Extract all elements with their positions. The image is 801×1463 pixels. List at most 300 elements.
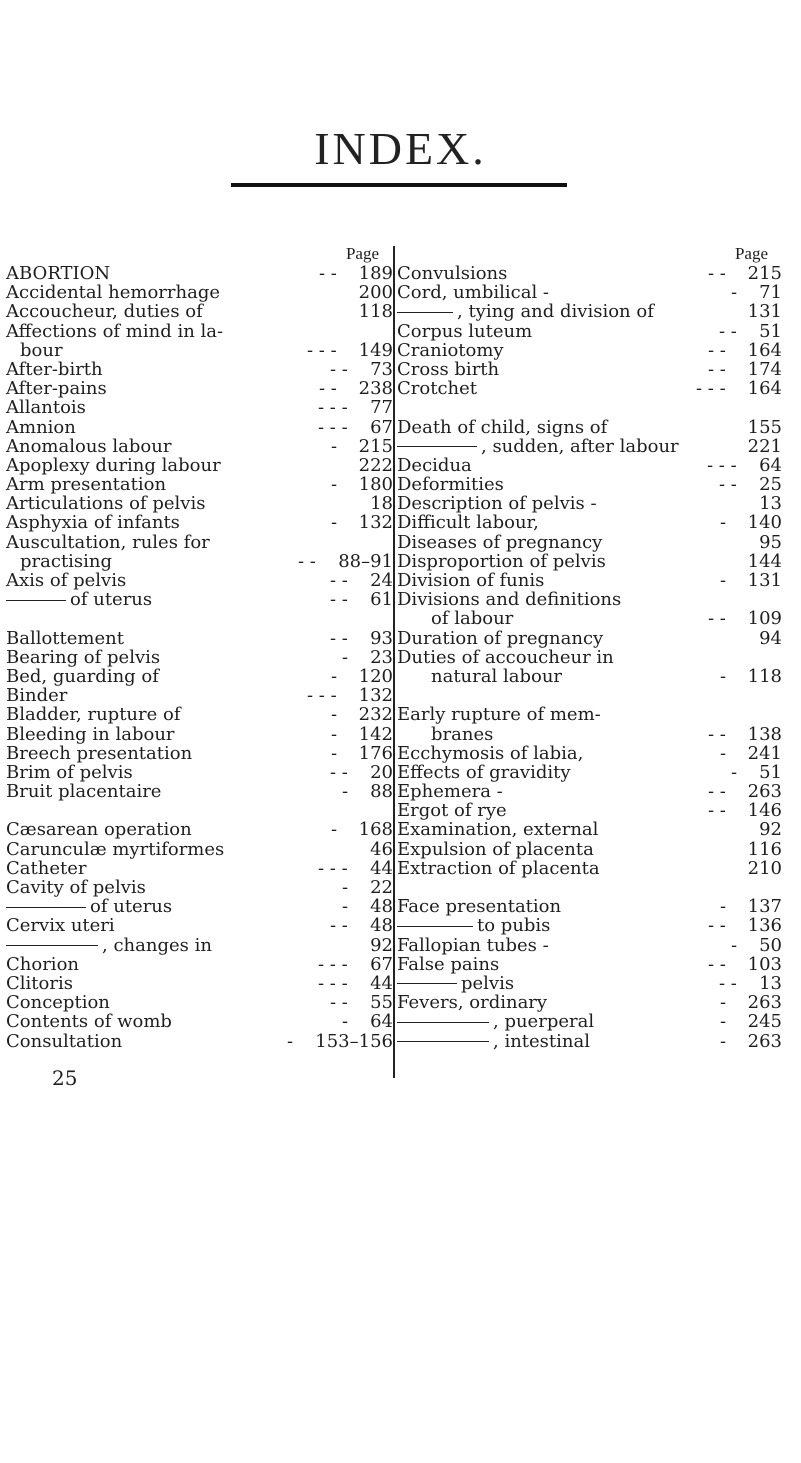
title-rule (231, 183, 567, 187)
entry-text: Ephemera - (397, 781, 503, 803)
entry-text: Description of pelvis - (397, 493, 597, 515)
entry-label (6, 667, 159, 686)
entry-text: Bladder, rupture of (6, 704, 181, 726)
entry-text: Cervix uteri (6, 915, 115, 937)
index-entry (6, 916, 393, 935)
entry-text: of uterus (70, 589, 153, 611)
entry-page: 23 (370, 646, 393, 668)
index-entry (6, 840, 393, 859)
leader-dashes: - (331, 435, 338, 457)
entry-text: , sudden, after labour (481, 435, 679, 457)
entry-label (6, 993, 110, 1012)
entry-label (397, 936, 549, 955)
entry-page: 245 (747, 1011, 782, 1033)
index-entry (397, 763, 782, 782)
entry-page: 20 (370, 761, 393, 783)
entry-text: Cross birth (397, 358, 500, 380)
ditto-dash (397, 312, 453, 313)
entry-page: 221 (747, 435, 782, 457)
entry-text: Craniotomy (397, 339, 504, 361)
entry-page: 131 (747, 301, 782, 323)
entry-text: Brim of pelvis (6, 761, 133, 783)
entry-text: After-birth (6, 358, 103, 380)
leader-dashes: - - (708, 953, 726, 975)
entry-page: 25 (759, 474, 782, 496)
entry-page: 142 (358, 723, 393, 745)
index-entry (6, 513, 393, 532)
entry-page: 120 (358, 665, 393, 687)
index-column-right (397, 244, 782, 1051)
leader-dashes: - (331, 512, 338, 534)
entry-label (397, 341, 504, 360)
leader-dashes: - - (330, 915, 348, 937)
entry-page: 215 (358, 435, 393, 457)
index-entry (397, 859, 782, 878)
index-entry (6, 341, 393, 360)
index-entry (397, 341, 782, 360)
index-entry (6, 686, 393, 705)
entry-label (397, 552, 606, 571)
index-entry (397, 494, 782, 513)
entry-text: branes (431, 723, 494, 745)
index-entry (397, 840, 782, 859)
entry-page: 51 (759, 320, 782, 342)
index-entries-left (6, 264, 393, 1051)
entry-text: Bleeding in labour (6, 723, 175, 745)
leader-dashes: - (342, 896, 349, 918)
leader-dashes: - - (319, 263, 337, 284)
leader-dashes: - - (330, 627, 348, 649)
entry-label (431, 667, 562, 686)
entry-text: , tying and division of (457, 301, 654, 323)
entry-text: Breech presentation (6, 742, 193, 764)
entry-label (6, 264, 110, 283)
entry-text: Bruit placentaire (6, 781, 162, 803)
entry-label (397, 993, 547, 1012)
entry-text: Auscultation, rules for (6, 531, 210, 553)
entry-label (6, 571, 126, 590)
index-entry (397, 974, 782, 993)
index-entry (397, 322, 782, 341)
leader-dashes: - (720, 1030, 727, 1052)
index-entry (397, 609, 782, 628)
index-entry (6, 820, 393, 839)
entry-text: Fevers, ordinary (397, 992, 548, 1014)
index-entries-right (397, 264, 782, 1051)
entry-label (397, 475, 504, 494)
entry-text: to pubis (477, 915, 551, 937)
entry-page: 131 (747, 570, 782, 591)
index-entry (6, 264, 393, 283)
leader-dashes: - - (708, 781, 726, 803)
entry-page: 64 (370, 1011, 393, 1033)
entry-label (397, 322, 532, 341)
entry-text: Arm presentation (6, 474, 167, 496)
entry-label (397, 533, 602, 552)
entry-page: 241 (747, 742, 782, 764)
entry-page: 44 (370, 857, 393, 879)
entry-label (397, 379, 477, 398)
entry-page: 210 (747, 857, 782, 879)
index-entry (397, 513, 782, 532)
index-entry (6, 1012, 393, 1031)
entry-text: Cord, umbilical - (397, 282, 550, 304)
leader-dashes: - - (319, 378, 337, 400)
index-entry (397, 360, 782, 379)
entry-page: 164 (747, 378, 782, 400)
entry-page: 136 (747, 915, 782, 937)
entry-page: 263 (747, 781, 782, 803)
entry-page: 238 (358, 378, 393, 400)
leader-dashes: - - - (318, 397, 348, 419)
leader-dashes: - (331, 723, 338, 745)
entry-label (6, 974, 73, 993)
entry-label (397, 801, 507, 820)
entry-label (397, 283, 549, 302)
index-entry (397, 897, 782, 916)
ditto-dash (397, 446, 477, 447)
entry-label (397, 590, 621, 609)
index-entry (6, 494, 393, 513)
entry-text: Articulations of pelvis (6, 493, 206, 515)
leader-dashes: - (731, 282, 738, 304)
index-entry (397, 571, 782, 590)
entry-page: 109 (747, 608, 782, 630)
entry-page: 155 (747, 416, 782, 438)
index-entry (397, 264, 782, 283)
leader-dashes: - - (708, 339, 726, 361)
entry-text: Cavity of pelvis (6, 877, 146, 898)
leader-dashes: - (342, 646, 349, 668)
entry-label (6, 725, 175, 744)
entry-text: Apoplexy during labour (6, 454, 221, 476)
index-entry (6, 648, 393, 667)
entry-text: Asphyxia of infants (6, 512, 180, 534)
index-entry (6, 456, 393, 475)
index-entry (397, 725, 782, 744)
entry-page: 92 (370, 934, 393, 956)
entry-text: Axis of pelvis (6, 570, 127, 591)
leader-dashes: - - (708, 800, 726, 822)
leader-dashes: - (331, 474, 338, 496)
index-entry (397, 782, 782, 801)
entry-label (6, 936, 212, 955)
leader-dashes: - (331, 704, 338, 726)
entry-label (397, 840, 594, 859)
entry-text: Extraction of placenta (397, 857, 600, 879)
entry-page: 13 (759, 493, 782, 515)
leader-dashes: - - - (318, 416, 348, 438)
index-entry (6, 302, 393, 321)
entry-text: Convulsions (397, 263, 508, 284)
entry-page: 180 (358, 474, 393, 496)
entry-page: 18 (370, 493, 393, 515)
index-entry (397, 955, 782, 974)
leader-dashes: - (731, 934, 738, 956)
index-entry (6, 533, 393, 552)
index-entry (6, 744, 393, 763)
leader-dashes: - (342, 781, 349, 803)
index-entry (6, 571, 393, 590)
entry-page: 67 (370, 953, 393, 975)
entry-page: 50 (759, 934, 782, 956)
leader-dashes: - - (330, 570, 348, 591)
entry-page: 88–91 (338, 550, 393, 572)
entry-label (397, 897, 561, 916)
ditto-dash (397, 983, 457, 984)
entry-label (6, 763, 133, 782)
leader-dashes: - - - (318, 953, 348, 975)
entry-text: Examination, external (397, 819, 599, 841)
leader-dashes: - - (719, 474, 737, 496)
entry-page: 73 (370, 358, 393, 380)
leader-dashes: - - (330, 589, 348, 611)
entry-label (397, 859, 600, 878)
entry-text: Difficult labour, (397, 512, 539, 534)
index-entry (6, 993, 393, 1012)
index-entry (397, 705, 782, 724)
column-divider (393, 246, 395, 1078)
entry-page: 215 (747, 263, 782, 284)
entry-page: 94 (759, 627, 782, 649)
ditto-dash (397, 1041, 489, 1042)
entry-page: 103 (747, 953, 782, 975)
entry-page: 13 (759, 972, 782, 994)
entry-page: 71 (759, 282, 782, 304)
entry-label (20, 341, 63, 360)
entry-label (397, 648, 614, 667)
entry-text: of labour (431, 608, 514, 630)
entry-label (6, 283, 220, 302)
leader-dashes: - (342, 877, 349, 898)
index-entry (397, 283, 782, 302)
entry-label (6, 533, 210, 552)
entry-page: 44 (370, 972, 393, 994)
index-entry (6, 552, 393, 571)
entry-label (397, 418, 607, 437)
leader-dashes: - - (708, 915, 726, 937)
index-entry (6, 418, 393, 437)
entry-page: 46 (370, 838, 393, 860)
entry-text: Decidua (397, 454, 472, 476)
index-entry (397, 916, 782, 935)
entry-label (397, 1012, 594, 1031)
entry-page: 24 (370, 570, 393, 591)
index-entry (397, 437, 782, 456)
entry-page: 149 (358, 339, 393, 361)
leader-dashes: - - - (307, 339, 337, 361)
index-entry (397, 1032, 782, 1051)
index-entry (397, 648, 782, 667)
entry-text: Bearing of pelvis (6, 646, 161, 668)
entry-label (20, 552, 112, 571)
entry-text: pelvis (461, 972, 515, 994)
entry-text: Binder (6, 685, 68, 707)
entry-text: Expulsion of placenta (397, 838, 594, 860)
entry-text: Face presentation (397, 896, 562, 918)
entry-label (397, 571, 544, 590)
index-entry (6, 322, 393, 341)
index-entry (6, 859, 393, 878)
entry-text: Contents of womb (6, 1011, 172, 1033)
entry-text: Catheter (6, 857, 87, 879)
entry-page: 67 (370, 416, 393, 438)
ditto-dash (397, 1022, 489, 1023)
entry-label (6, 475, 166, 494)
entry-text: Divisions and definitions (397, 589, 622, 611)
leader-dashes: - - - (307, 685, 337, 707)
entry-text: Chorion (6, 953, 79, 975)
leader-dashes: - - (708, 263, 726, 284)
entry-page: 116 (747, 838, 782, 860)
entry-label (397, 916, 550, 935)
entry-label (6, 437, 171, 456)
entry-page: 95 (759, 531, 782, 553)
entry-page: 232 (358, 704, 393, 726)
index-entry (6, 782, 393, 801)
index-entry (6, 437, 393, 456)
index-entry (6, 725, 393, 744)
entry-label (6, 859, 86, 878)
entry-label (397, 1032, 590, 1051)
entry-label (6, 398, 86, 417)
leader-dashes: - (331, 742, 338, 764)
index-entry (6, 878, 393, 897)
leader-dashes: - - (719, 320, 737, 342)
index-entry (6, 1032, 393, 1051)
entry-text: Ballottement (6, 627, 124, 649)
entry-label (6, 322, 223, 341)
entry-label (397, 974, 514, 993)
entry-label (6, 955, 79, 974)
entry-text: Affections of mind in la- (6, 320, 224, 342)
entry-text: Crotchet (397, 378, 478, 400)
entry-text: , changes in (102, 934, 212, 956)
entry-page: 176 (358, 742, 393, 764)
entry-label (397, 782, 503, 801)
entry-label (397, 494, 597, 513)
entry-label (397, 705, 601, 724)
index-entry (6, 629, 393, 648)
index-entry (397, 475, 782, 494)
leader-dashes: - - - (696, 378, 726, 400)
entry-text: natural labour (431, 665, 563, 687)
index-entry (397, 667, 782, 686)
entry-page: 153–156 (315, 1030, 393, 1052)
entry-label (397, 360, 499, 379)
leader-dashes: - (287, 1030, 294, 1052)
entry-page: 22 (370, 877, 393, 898)
index-entry (6, 379, 393, 398)
entry-text: Early rupture of mem- (397, 704, 601, 726)
index-entry (397, 552, 782, 571)
index-entry (6, 360, 393, 379)
entry-page: 263 (747, 1030, 782, 1052)
entry-label (6, 916, 115, 935)
entry-label (397, 437, 679, 456)
entry-label (6, 1012, 172, 1031)
index-entry (6, 955, 393, 974)
index-entry (397, 533, 782, 552)
entry-text: Consultation (6, 1030, 123, 1052)
index-entry (397, 456, 782, 475)
entry-label (6, 705, 181, 724)
leader-dashes: - (731, 761, 738, 783)
entry-text: Bed, guarding of (6, 665, 159, 687)
entry-page: 64 (759, 454, 782, 476)
index-entry (397, 629, 782, 648)
page-title: INDEX. (314, 123, 487, 174)
leader-dashes: - - (330, 761, 348, 783)
index-entry (397, 590, 782, 609)
entry-text: Death of child, signs of (397, 416, 608, 438)
entry-page: 132 (358, 512, 393, 534)
leader-dashes: - - (719, 972, 737, 994)
entry-text: Carunculæ myrtiformes (6, 838, 225, 860)
entry-page: 263 (747, 992, 782, 1014)
leader-dashes: - (720, 992, 727, 1014)
entry-page: 48 (370, 915, 393, 937)
entry-label (6, 629, 124, 648)
entry-text: Diseases of pregnancy (397, 531, 603, 553)
entry-page: 88 (370, 781, 393, 803)
leader-dashes: - (720, 1011, 727, 1033)
page-column-header: Page (734, 244, 768, 263)
leader-dashes: - - (330, 992, 348, 1014)
entry-text: Division of funis (397, 570, 545, 591)
index-entry (6, 763, 393, 782)
entry-label (397, 513, 539, 532)
entry-label (6, 302, 203, 321)
entry-page: 93 (370, 627, 393, 649)
entry-label (6, 456, 221, 475)
entry-page: 168 (358, 819, 393, 841)
index-entry (6, 475, 393, 494)
leader-dashes: - - - (318, 857, 348, 879)
index-entry (397, 936, 782, 955)
entry-text: , intestinal (493, 1030, 590, 1052)
entry-page: 138 (747, 723, 782, 745)
leader-dashes: - (331, 665, 338, 687)
entry-label (397, 302, 654, 321)
entry-text: of uterus (90, 896, 173, 918)
entry-text: Conception (6, 992, 110, 1014)
entry-text: , puerperal (493, 1011, 595, 1033)
entry-label (6, 820, 192, 839)
leader-dashes: - - (708, 723, 726, 745)
entry-text: Amnion (6, 416, 76, 438)
index-entry (6, 667, 393, 686)
index-entry (397, 418, 782, 437)
entry-label (397, 264, 507, 283)
leader-dashes: - (720, 570, 727, 591)
printer-signature: 25 (52, 1066, 78, 1090)
entry-text: bour (20, 339, 63, 361)
entry-page: 118 (358, 301, 393, 323)
entry-page: 164 (747, 339, 782, 361)
leader-dashes: - - - (707, 454, 737, 476)
leader-dashes: - (331, 819, 338, 841)
leader-dashes: - (342, 1011, 349, 1033)
entry-label (6, 379, 107, 398)
ditto-dash (6, 907, 86, 908)
entry-page: 92 (759, 819, 782, 841)
index-entry (397, 379, 782, 398)
entry-label (6, 590, 152, 609)
index-entry (397, 302, 782, 321)
index-entry (397, 820, 782, 839)
leader-dashes: - - (708, 608, 726, 630)
